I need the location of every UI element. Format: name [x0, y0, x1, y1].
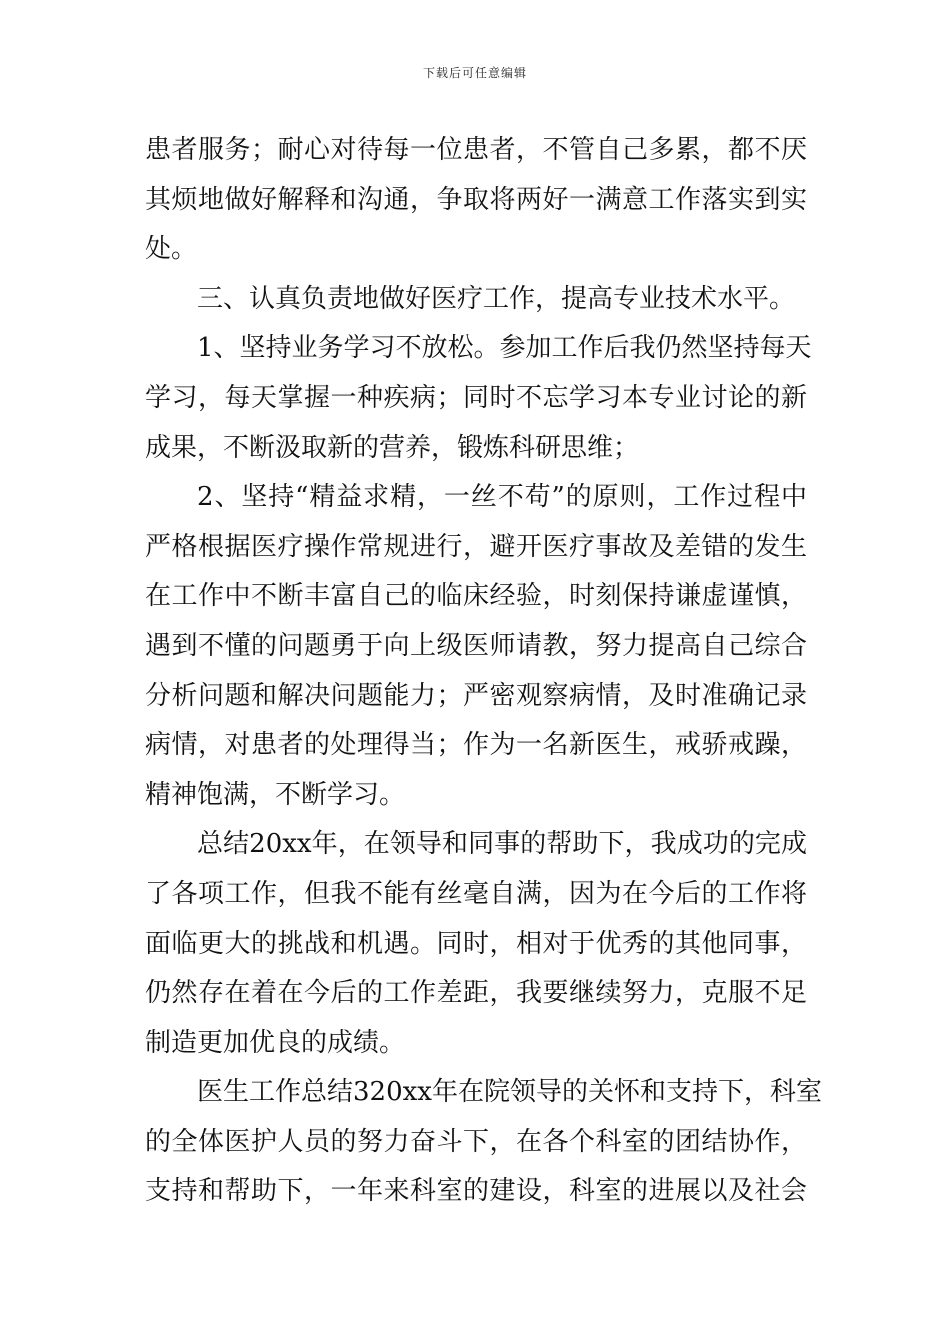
text-line: 遇到不懂的问题勇于向上级医师请教，努力提高自己综合 [145, 630, 807, 661]
text-line: 面临更大的挑战和机遇。同时，相对于优秀的其他同事， [145, 928, 807, 959]
text-line: 成果，不断汲取新的营养，锻炼科研思维； [145, 432, 640, 463]
text-line: 2、坚持“精益求精，一丝不苟”的原则，工作过程中 [197, 482, 807, 513]
text-line: 精神饱满，不断学习。 [145, 779, 406, 810]
text-line: 总结20xx年，在领导和同事的帮助下，我成功的完成 [197, 829, 807, 860]
text-line: 医生工作总结320xx年在院领导的关怀和支持下，科室 [197, 1077, 822, 1108]
text-line: 仍然存在着在今后的工作差距，我要继续努力，克服不足 [145, 978, 807, 1009]
text-line: 学习，每天掌握一种疾病；同时不忘学习本专业讨论的新 [145, 382, 807, 413]
document-body [145, 126, 822, 1217]
text-line: 的全体医护人员的努力奋斗下，在各个科室的团结协作， [145, 1126, 807, 1157]
section-heading: 三、认真负责地做好医疗工作，提高专业技术水平。 [197, 283, 796, 314]
text-line: 病情，对患者的处理得当；作为一名新医生，戒骄戒躁， [145, 730, 807, 761]
text-line: 患者服务；耐心对待每一位患者，不管自己多累，都不厌 [145, 135, 807, 165]
text-line: 制造更加优良的成绩。 [145, 1027, 406, 1058]
text-line: 严格根据医疗操作常规进行，避开医疗事故及差错的发生 [145, 531, 807, 562]
page-header: 下载后可任意编辑 [422, 66, 527, 80]
text-line: 1、坚持业务学习不放松。参加工作后我仍然坚持每天 [197, 333, 812, 364]
text-line: 其烦地做好解释和沟通，争取将两好一满意工作落实到实 [145, 184, 807, 215]
text-line: 了各项工作，但我不能有丝毫自满，因为在今后的工作将 [145, 878, 807, 909]
text-line: 在工作中不断丰富自己的临床经验，时刻保持谦虚谨慎， [145, 581, 807, 612]
text-line: 分析问题和解决问题能力；严密观察病情，及时准确记录 [145, 680, 807, 711]
text-line: 处。 [145, 234, 198, 265]
text-line: 支持和帮助下，一年来科室的建设，科室的进展以及社会 [145, 1176, 807, 1207]
